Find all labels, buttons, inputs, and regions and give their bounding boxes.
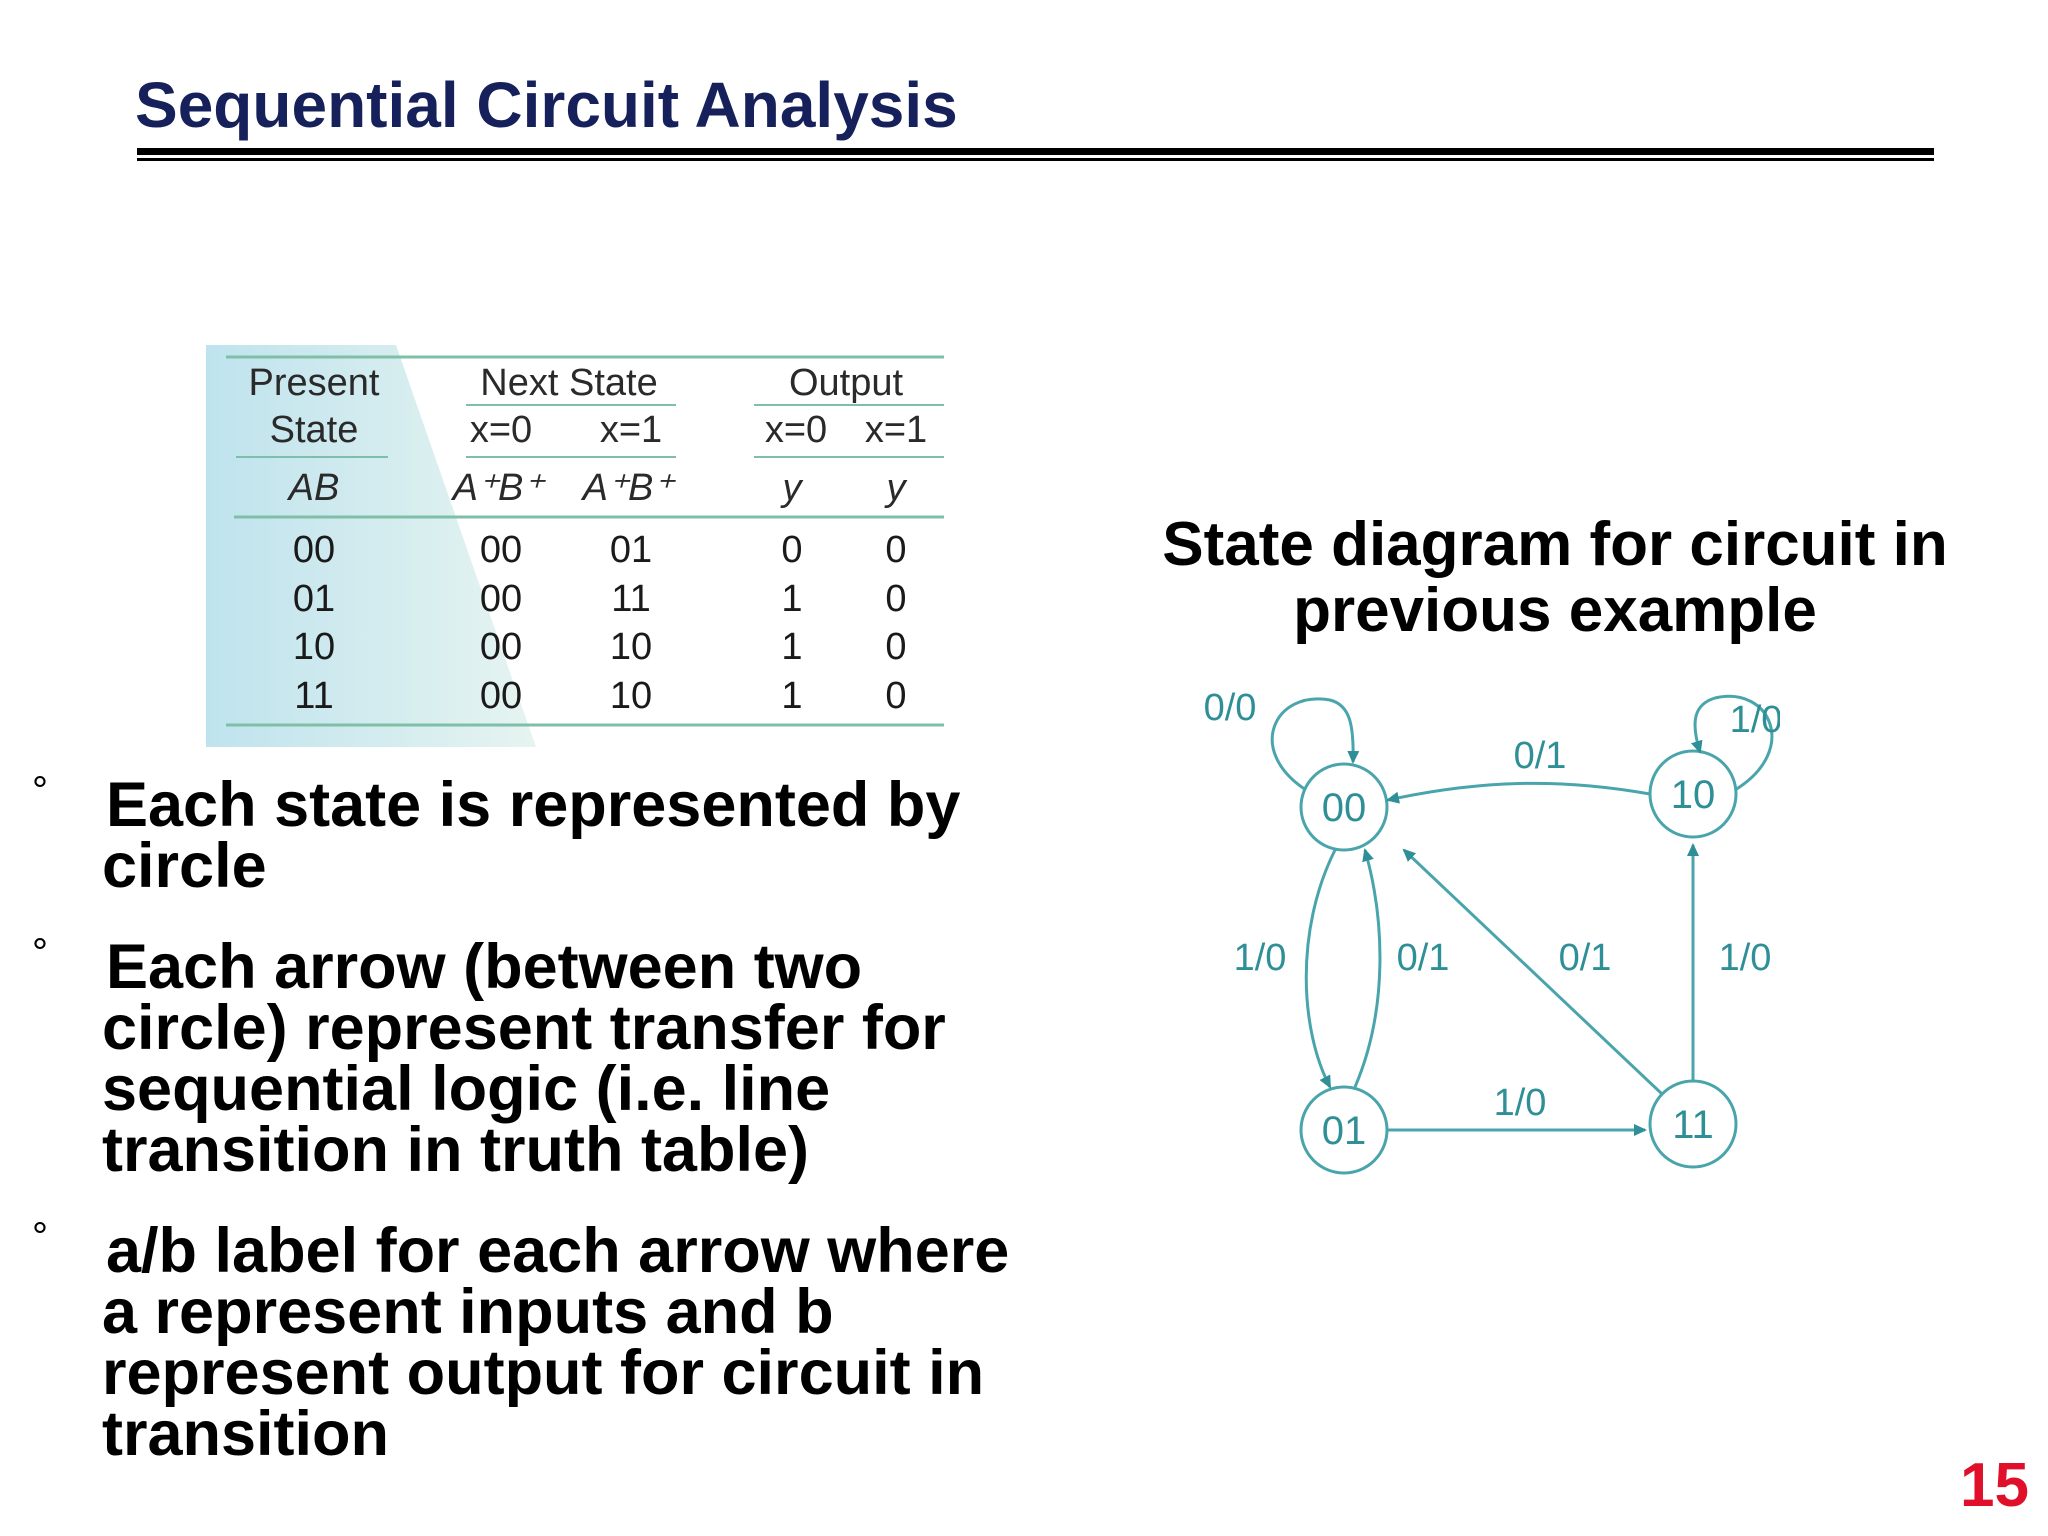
bullet-item	[32, 1215, 1092, 1469]
cell-y-x0: 1	[781, 675, 803, 717]
bullet-line: Each arrow (between two	[106, 932, 863, 1002]
transition-arrow-01-00	[1355, 850, 1380, 1087]
cell-present: 01	[292, 578, 336, 620]
state-label-00: 00	[1321, 786, 1367, 830]
transition-label: 1/0	[1718, 937, 1772, 979]
transition-label: 0/0	[1203, 687, 1257, 729]
cell-y-x1: 0	[885, 578, 907, 620]
cell-present: 11	[294, 675, 334, 717]
transition-label: 1/0	[1493, 1082, 1547, 1124]
page-number: 15	[1960, 1451, 2029, 1520]
state-table-graphic	[206, 345, 948, 747]
cell-y-x1: 0	[885, 529, 907, 571]
title-underline	[137, 148, 1934, 155]
bullet-list	[32, 769, 1092, 1505]
header-next-var-x0: A⁺B⁺	[452, 467, 544, 509]
transition-label: 1/0	[1729, 699, 1780, 741]
cell-next-x1: 10	[609, 675, 653, 717]
bullet-marker: °	[32, 769, 48, 813]
header-output: Output	[788, 362, 904, 404]
state-diagram-graphic	[1160, 680, 1780, 1200]
header-out-x1: x=1	[864, 409, 928, 451]
bullet-line: circle	[102, 831, 267, 901]
bullet-line: circle) represent transfer for	[102, 993, 946, 1063]
state-label-11: 11	[1672, 1103, 1714, 1147]
transition-label: 0/1	[1513, 735, 1567, 777]
bullet-marker: °	[32, 1215, 48, 1259]
bullet-line: transition in truth table)	[102, 1115, 809, 1185]
transition-label: 0/1	[1558, 937, 1612, 979]
header-next-x0: x=0	[469, 409, 533, 451]
transition-arrow-00-01	[1306, 850, 1335, 1087]
state-diagram	[1160, 680, 1780, 1205]
bullet-line: sequential logic (i.e. line	[102, 1054, 831, 1124]
header-y-x0: y	[782, 467, 802, 509]
header-present: Present	[248, 362, 380, 404]
caption-line: previous example	[1293, 576, 1817, 645]
state-label-01: 01	[1321, 1109, 1367, 1153]
bullet-text	[102, 770, 1092, 901]
bullet-line: a/b label for each arrow where	[106, 1216, 1010, 1286]
cell-y-x0: 0	[781, 529, 803, 571]
transition-arrow-10-00	[1388, 783, 1650, 800]
bullet-line: represent output for circuit in	[102, 1338, 985, 1408]
caption-line: State diagram for circuit in	[1162, 510, 1948, 579]
cell-present: 10	[292, 626, 336, 668]
cell-next-x1: 01	[609, 529, 653, 571]
transition-label: 1/0	[1233, 937, 1287, 979]
bullet-item	[32, 769, 1092, 901]
transition-label: 0/1	[1396, 937, 1450, 979]
cell-y-x0: 1	[781, 578, 803, 620]
cell-y-x0: 1	[781, 626, 803, 668]
state-table	[206, 345, 948, 747]
bullet-line: a represent inputs and b	[102, 1277, 834, 1347]
cell-y-x1: 0	[885, 675, 907, 717]
header-ab: AB	[288, 467, 340, 509]
header-next-x1: x=1	[599, 409, 663, 451]
slide-title: Sequential Circuit Analysis	[135, 69, 958, 141]
diagram-caption	[1090, 512, 2020, 644]
bullet-text	[102, 1216, 1092, 1469]
bullet-marker: °	[32, 931, 48, 975]
header-next-state: Next State	[480, 362, 658, 404]
cell-next-x0: 00	[479, 578, 523, 620]
state-label-10: 10	[1670, 773, 1716, 817]
cell-y-x1: 0	[885, 626, 907, 668]
header-y-x1: y	[886, 467, 906, 509]
bullet-line: transition	[102, 1399, 390, 1469]
cell-next-x0: 00	[479, 626, 523, 668]
title-underline-thin	[137, 158, 1934, 161]
bullet-item	[32, 931, 1092, 1185]
cell-next-x0: 00	[479, 675, 523, 717]
cell-next-x0: 00	[479, 529, 523, 571]
header-next-var-x1: A⁺B⁺	[582, 467, 674, 509]
header-out-x0: x=0	[764, 409, 828, 451]
cell-present: 00	[292, 529, 336, 571]
cell-next-x1: 10	[609, 626, 653, 668]
bullet-line: Each state is represented by	[106, 770, 961, 840]
bullet-text	[102, 932, 1092, 1185]
header-state: State	[269, 409, 359, 451]
cell-next-x1: 11	[611, 578, 651, 620]
